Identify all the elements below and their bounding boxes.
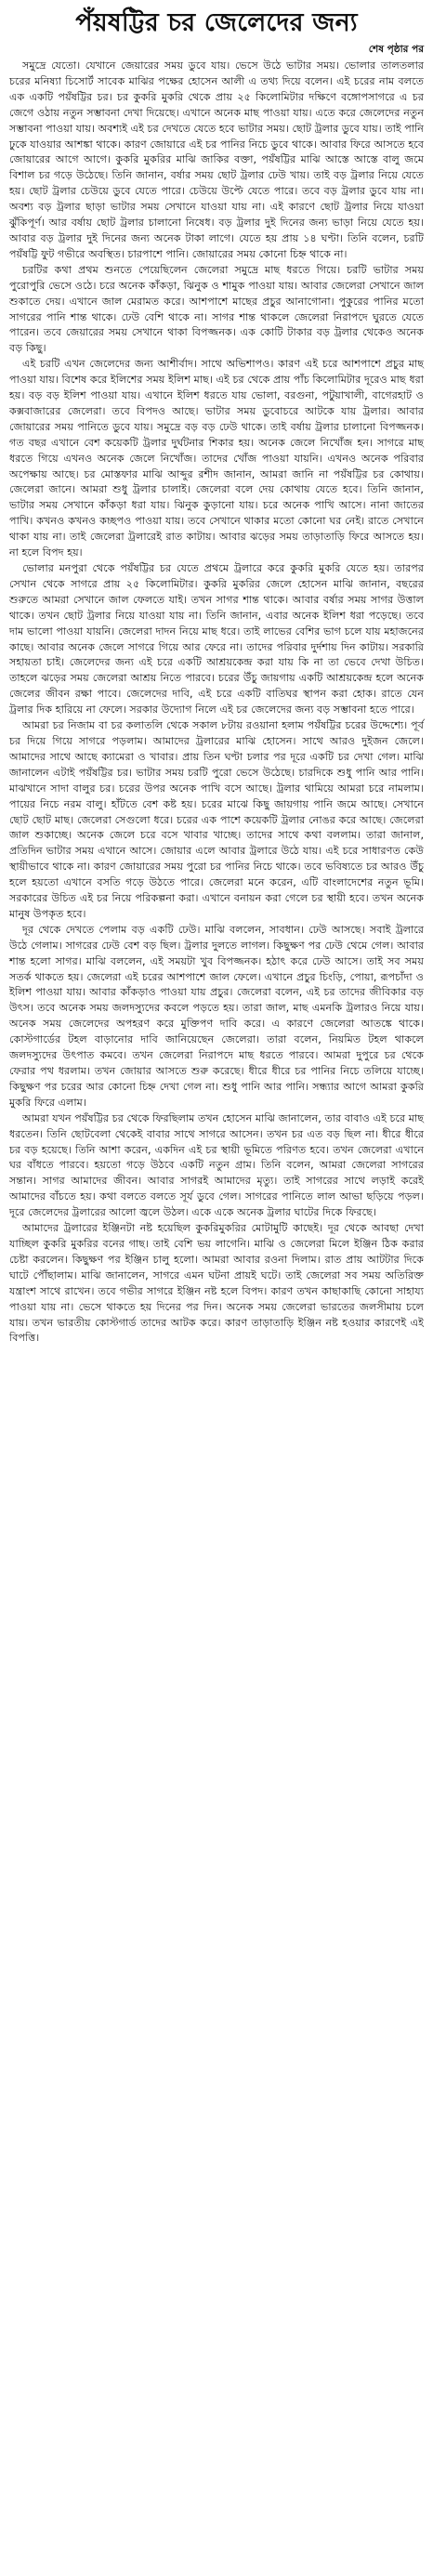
article-paragraph: ভোলার মনপুরা থেকে পয়ঁষট্টির চর যেতে প্রথমে ট্রলারে করে কুকরি মুকরি যেতে হয়। তারপর সেখান থেকে সাগরে প্রায় ২৫ কিলোমিটার। কুকরি মুকরির জেলে হোসেন মাঝি জানান, বছরের শুরুতে আমরা সেখানে জাল ফেলতে যাই। তখন সাগর শান্ত থাকে। আবার বর্ষার সময় সাগর উত্তাল থাকে। তখন ছোট ট্রলার নিয়ে যাওয়া যায় না। তিনি জানান, এবার অনেক ইলিশ ধরা পড়েছে। তবে দাম ভালো পাওয়া যায়নি। জেলেরা দাদন নিয়ে মাছ ধরে। তাই লাভের বেশির ভাগ চলে যায় মহাজনের কাছে। আবার অনেক জেলে সাগরে গিয়ে আর ফেরে না। তাদের পরিবার দুর্দশায় দিন কাটায়। সরকারি সহায়তা চাই। জেলেদের জন্য এই চরে একটি আশ্রয়কেন্দ্র করা যায় কি না তা ভেবে দেখা উচিত। তাহলে ঝড়ের সময় জেলেরা আশ্রয় নিতে পারবে। চরের উঁচু জায়গায় একটি আশ্রয়কেন্দ্র হলে অনেক জেলের জীবন রক্ষা পাবে। জেলেদের দাবি, এই চরে একটি বাতিঘর স্থাপন করা হোক। রাতে যেন ট্রলার দিক হারিয়ে না ফেলে। সরকার উদ্যোগ নিলে এই চর জেলেদের জন্য বড় সম্ভাবনা হতে পারে। — [9, 562, 424, 716]
article-paragraph: সমুদ্রে যেতো। যেখানে জেয়ারের সময় ডুবে যায়। ভেসে উঠে ভাটার সময়। ভোলার তালতলার চরের মনিষ্যা চিসোর্ট সাবেক মাঝির পক্ষের হোসেন আলী এ তথ্য দিয়ে বলেন। এই চরের নাম বলতে এক একটি পয়ঁষট্টির চর। চর কুকরি মুকরি থেকে প্রায় ২৫ কিলোমিটার দক্ষিণে বঙ্গোপসাগরে এ চর জেগে ওঠায় নতুন সম্ভাবনা দেখা দিয়েছে। এখানে অনেক মাছ পাওয়া যায়। এতে করে জেলেদের নতুন সম্ভাবনা পাওয়া যায়। অবশ্যই এই চর দেখতে যেতে হবে ভাটার সময়। ছোট ট্রলার ডুবে যায়। তাই পানি ঢুকে যাওয়ার আশঙ্কা থাকে। কারণ জোয়ারে এই চর পানির নিচে ডুবে থাকে। আবার ফিরে আসতে হবে জোয়ারের আগে আগে। কুকরি মুকরির মাঝি জাকির বক্তা, পয়ঁষট্টির মাঝি আস্তে আস্তে বালু জমে বিশাল চর গড়ে উঠেছে। তিনি জানান, বর্ষার সময় ছোট ট্রলার ঢেউ খায়। তাই বড় ট্রলার নিয়ে যেতে হয়। ছোট ট্রলার চেউয়ে ডুবে যেতে পারে। চেউয়ে উপ্টে যেতে পারে। তবে বড় ট্রলার ডুবে যায় না। অবশ্য বড় ট্রলার ছাড়া ভাটার সময় সেখানে যাওয়া যায় না। এই কারণে ছোট ট্রলার নিয়ে যাওয়া ঝুঁকিপূর্ণ। আর বর্ষায় ছোট ট্রলার চালানো নিষেধ। বড় ট্রলার দুই দিনের জন্য ভাড়া নিয়ে যেতে হয়। আবার বড় ট্রলার দুই দিনের জন্য অনেক টাকা লাগে। যেতে হয় প্রায় ১৪ ঘণ্টা। তিনি বলেন, চরটি পয়ঁষট্টি ফুট গভীরে অবস্থিত। চারপাশে পানি। জোয়ারের সময় কোনো চিহ্ন থাকে না। — [9, 59, 424, 260]
article-headline: পঁয়ষট্টির চর জেলেদের জন্য — [75, 8, 358, 37]
continued-from-label: শেষ পৃষ্ঠার পর — [368, 44, 424, 55]
article-paragraph: আমরা চর নিজাম বা চর কলাতলি থেকে সকাল ৮টায় রওয়ানা হলাম পয়ঁষট্টির চরের উদ্দেশ্যে। পূর্ব চর দিয়ে গিয়ে সাগরে পড়লাম। আমাদের ট্রলারের মাঝি হোসেন। সাথে আরও দুইজন জেলে। আমাদের সাথে আছে ক্যামেরা ও খাবার। প্রায় তিন ঘণ্টা চলার পর দূরে একটি চর দেখা গেল। মাঝি জানালেন এটাই পয়ঁষট্টির চর। ভাটার সময় চরটি পুরো ভেসে উঠেছে। চারদিকে শুধু পানি আর পানি। মাঝখানে সাদা বালুর চর। চরের উপর অনেক পাখি বসে আছে। ট্রলার থামিয়ে আমরা চরে নামলাম। পায়ের নিচে নরম বালু। হাঁটতে বেশ কষ্ট হয়। চরের মাঝে কিছু জায়গায় পানি জমে আছে। সেখানে ছোট ছোট মাছ। জেলেরা সেগুলো ধরে। চরের এক পাশে কয়েকটি ট্রলার নোঙর করে আছে। জেলেরা জাল শুকাচ্ছে। অনেক জেলে চরে বসে খাবার খাচ্ছে। তাদের সাথে কথা বললাম। তারা জানাল, প্রতিদিন ভাটার সময় এখানে আসে। জোয়ার এলে আবার ট্রলারে উঠে যায়। এই চরে সাধারণত কেউ স্থায়ীভাবে থাকে না। কারণ জোয়ারের সময় পুরো চর পানির নিচে থাকে। তবে ভবিষ্যতে চর আরও উঁচু হলে হয়তো এখানে বসতি গড়ে উঠতে পারে। জেলেরা মনে করেন, এটি বাংলাদেশের নতুন ভূমি। সরকারের উচিত এই চর নিয়ে পরিকল্পনা করা। এখানে বনায়ন করা গেলে চর স্থায়ী হবে। তখন অনেক মানুষ উপকৃত হবে। — [9, 719, 424, 920]
article-body — [9, 59, 424, 1347]
article-paragraph: আমরা যখন পয়ঁষট্টির চর থেকে ফিরছিলাম তখন হোসেন মাঝি জানালেন, তার বাবাও এই চরে মাছ ধরতেন। তিনি ছোটবেলা থেকেই বাবার সাথে সাগরে আসেন। তখন চর এত বড় ছিল না। ধীরে ধীরে চর বড় হয়েছে। তিনি আশা করেন, একদিন এই চর স্থায়ী ভূমিতে পরিণত হবে। তখন জেলেরা এখানে ঘর বাঁধতে পারবে। হয়তো গড়ে উঠবে একটি নতুন গ্রাম। তিনি বলেন, আমরা জেলেরা সাগরের সন্তান। সাগর আমাদের জীবন। আবার সাগরই আমাদের মৃত্যু। তাই সাগরের সাথে লড়াই করেই আমাদের বাঁচতে হয়। কথা বলতে বলতে সূর্য ডুবে গেল। সাগরের পানিতে লাল আভা ছড়িয়ে পড়ল। দূরে জেলেদের ট্রলারের আলো জ্বলে উঠল। একে একে অনেক ট্রলার ঘাটের দিকে ফিরছে। — [9, 1111, 424, 1219]
article-paragraph: আমাদের ট্রলারের ইঞ্জিনটা নষ্ট হয়েছিল কুকরিমুকরির মোটামুটি কাছেই। দূর থেকে আবছা দেখা যাচ্ছিল কুকরি মুকরির বনের গাছ। তাই বেশি ভয় লাগেনি। মাঝি ও জেলেরা মিলে ইঞ্জিন ঠিক করার চেষ্টা করলেন। কিছুক্ষণ পর ইঞ্জিন চালু হলো। আমরা আবার রওনা দিলাম। রাত প্রায় আটটার দিকে ঘাটে পৌঁছালাম। মাঝি জানালেন, সাগরে এমন ঘটনা প্রায়ই ঘটে। তাই জেলেরা সব সময় অতিরিক্ত যন্ত্রাংশ সাথে রাখেন। তবে গভীর সাগরে ইঞ্জিন নষ্ট হলে বিপদ। কারণ তখন কাছাকাছি কোনো সাহায্য পাওয়া যায় না। ভেসে থাকতে হয় দিনের পর দিন। অনেক সময় জেলেরা ভারতের জলসীমায় চলে যায়। তখন ভারতীয় কোস্টগার্ড তাদের আটক করে। কারণ তাড়াতাড়ি ইঞ্জিন নষ্ট হওয়ার কারণেই এই বিপত্তি। — [9, 1222, 424, 1345]
article-paragraph: চরটির কথা প্রথম শুনতে পেয়েছিলেন জেলেরা সমুদ্রে মাছ ধরতে গিয়ে। চরটি ভাটার সময় পুরোপুরি ভেসে ওঠে। চরে অনেক কাঁকড়া, ঝিনুক ও শামুক পাওয়া যায়। আবার জেলেরা সেখানে জাল শুকাতে দেয়। এখানে জাল মেরামত করে। আশপাশে মাছের প্রচুর আনাগোনা। পুকুরের পানির মতো সাগরের পানি শান্ত থাকে। ঢেউ বেশি থাকে না। সাগর শান্ত থাকলে জেলেরা নিরাপদে ঘুরতে যেতে পারেন। তবে জেয়ারের সময় সেখানে থাকা বিপজ্জনক। এক কোটি টাকার বড় ট্রলার থেকেও অনেক বড় কিছু। — [9, 263, 424, 355]
article-paragraph: দূর থেকে দেখতে পেলাম বড় একটি ঢেউ। মাঝি বললেন, সাবধান। ঢেউ আসছে। সবাই ট্রলারে উঠে গেলাম। সাগরের ঢেউ বেশ বড় ছিল। ট্রলার দুলতে লাগল। কিছুক্ষণ পর ঢেউ থেমে গেল। আবার শান্ত হলো সাগর। মাঝি বললেন, এই সময়টা খুব বিপজ্জনক। হঠাৎ করে ঢেউ আসে। তাই সব সময় সতর্ক থাকতে হয়। জেলেরা এই চরের আশপাশে জাল ফেলে। এখানে প্রচুর চিংড়ি, পোয়া, রূপচাঁদা ও ইলিশ পাওয়া যায়। আবার কাঁকড়াও পাওয়া যায় প্রচুর। জেলেরা বলেন, এই চর তাদের জীবিকার বড় উৎস। তবে অনেক সময় জলদস্যুদের কবলে পড়তে হয়। তারা জাল, মাছ এমনকি ট্রলারও নিয়ে যায়। অনেক সময় জেলেদের অপহরণ করে মুক্তিপণ দাবি করে। এ কারণে জেলেরা আতঙ্কে থাকে। কোস্টগার্ডের টহল বাড়ানোর দাবি জানিয়েছেন জেলেরা। তারা বলেন, নিয়মিত টহল থাকলে জলদস্যুদের উৎপাত কমবে। তখন জেলেরা নিরাপদে মাছ ধরতে পারবে। আমরা দুপুরে চর থেকে ফেরার পথ ধরলাম। তখন জোয়ার আসতে শুরু করেছে। ধীরে ধীরে চর পানির নিচে তলিয়ে যাচ্ছে। কিছুক্ষণ পর চরের আর কোনো চিহ্ন দেখা গেল না। শুধু পানি আর পানি। সন্ধ্যার আগে আমরা কুকরি মুকরি ফিরে এলাম। — [9, 923, 424, 1109]
article-paragraph: এই চরটি এখন জেলেদের জন্য আশীর্বাদ। সাথে অভিশাপও। কারণ এই চরে আশপাশে প্রচুর মাছ পাওয়া যায়। বিশেষ করে ইলিশের সময় ইলিশ মাছ। এই চর থেকে প্রায় পাঁচ কিলোমিটার দূরেও মাছ ধরা হয়। বড় বড় ইলিশ পাওয়া যায়। এখানে ইলিশ ধরতে যায় ভোলা, বরগুনা, পটুয়াখালী, বাগেরহাট ও কক্সবাজারের জেলেরা। তবে বিপদও আছে। ভাটার সময় ডুবোচরে আটকে যায় ট্রলার। আবার জোয়ারের সময় পানিতে ডুবে যায়। সমুদ্রে বড় বড় ঢেউ থাকে। তাই বর্ষায় ট্রলার চালানো বিপজ্জনক। গত বছর এখানে বেশ কয়েকটি ট্রলার দুর্ঘটনার শিকার হয়। অনেক জেলে নিখোঁজ হন। সাগরে মাছ ধরতে গিয়ে এখনও অনেক জেলে নিখোঁজ। তাদের খোঁজ পাওয়া যায়নি। এখনও অনেক পরিবার অপেক্ষায় আছে। চর মোস্তফার মাঝি আব্দুর রশীদ জানান, আমরা জানি না পয়ঁষট্টির চর কোথায়। জেলেরা জানে। আমরা শুধু ট্রলার চালাই। জেলেরা বলে দেয় কোথায় যেতে হবে। তিনি জানান, ভাটার সময় সেখানে কাঁকড়া ধরা যায়। ঝিনুক কুড়ানো যায়। চরে অনেক পাখি আসে। নানা জাতের পাখি। কখনও কখনও কচ্ছপও পাওয়া যায়। তবে সেখানে থাকার মতো কোনো ঘর নেই। রাতে সেখানে থাকা যায় না। তাই জেলেরা ট্রলারেই রাত কাটায়। আবার ঝড়ের সময় তাড়াতাড়ি ফিরে আসতে হয়। না হলে বিপদ হয়। — [9, 358, 424, 559]
